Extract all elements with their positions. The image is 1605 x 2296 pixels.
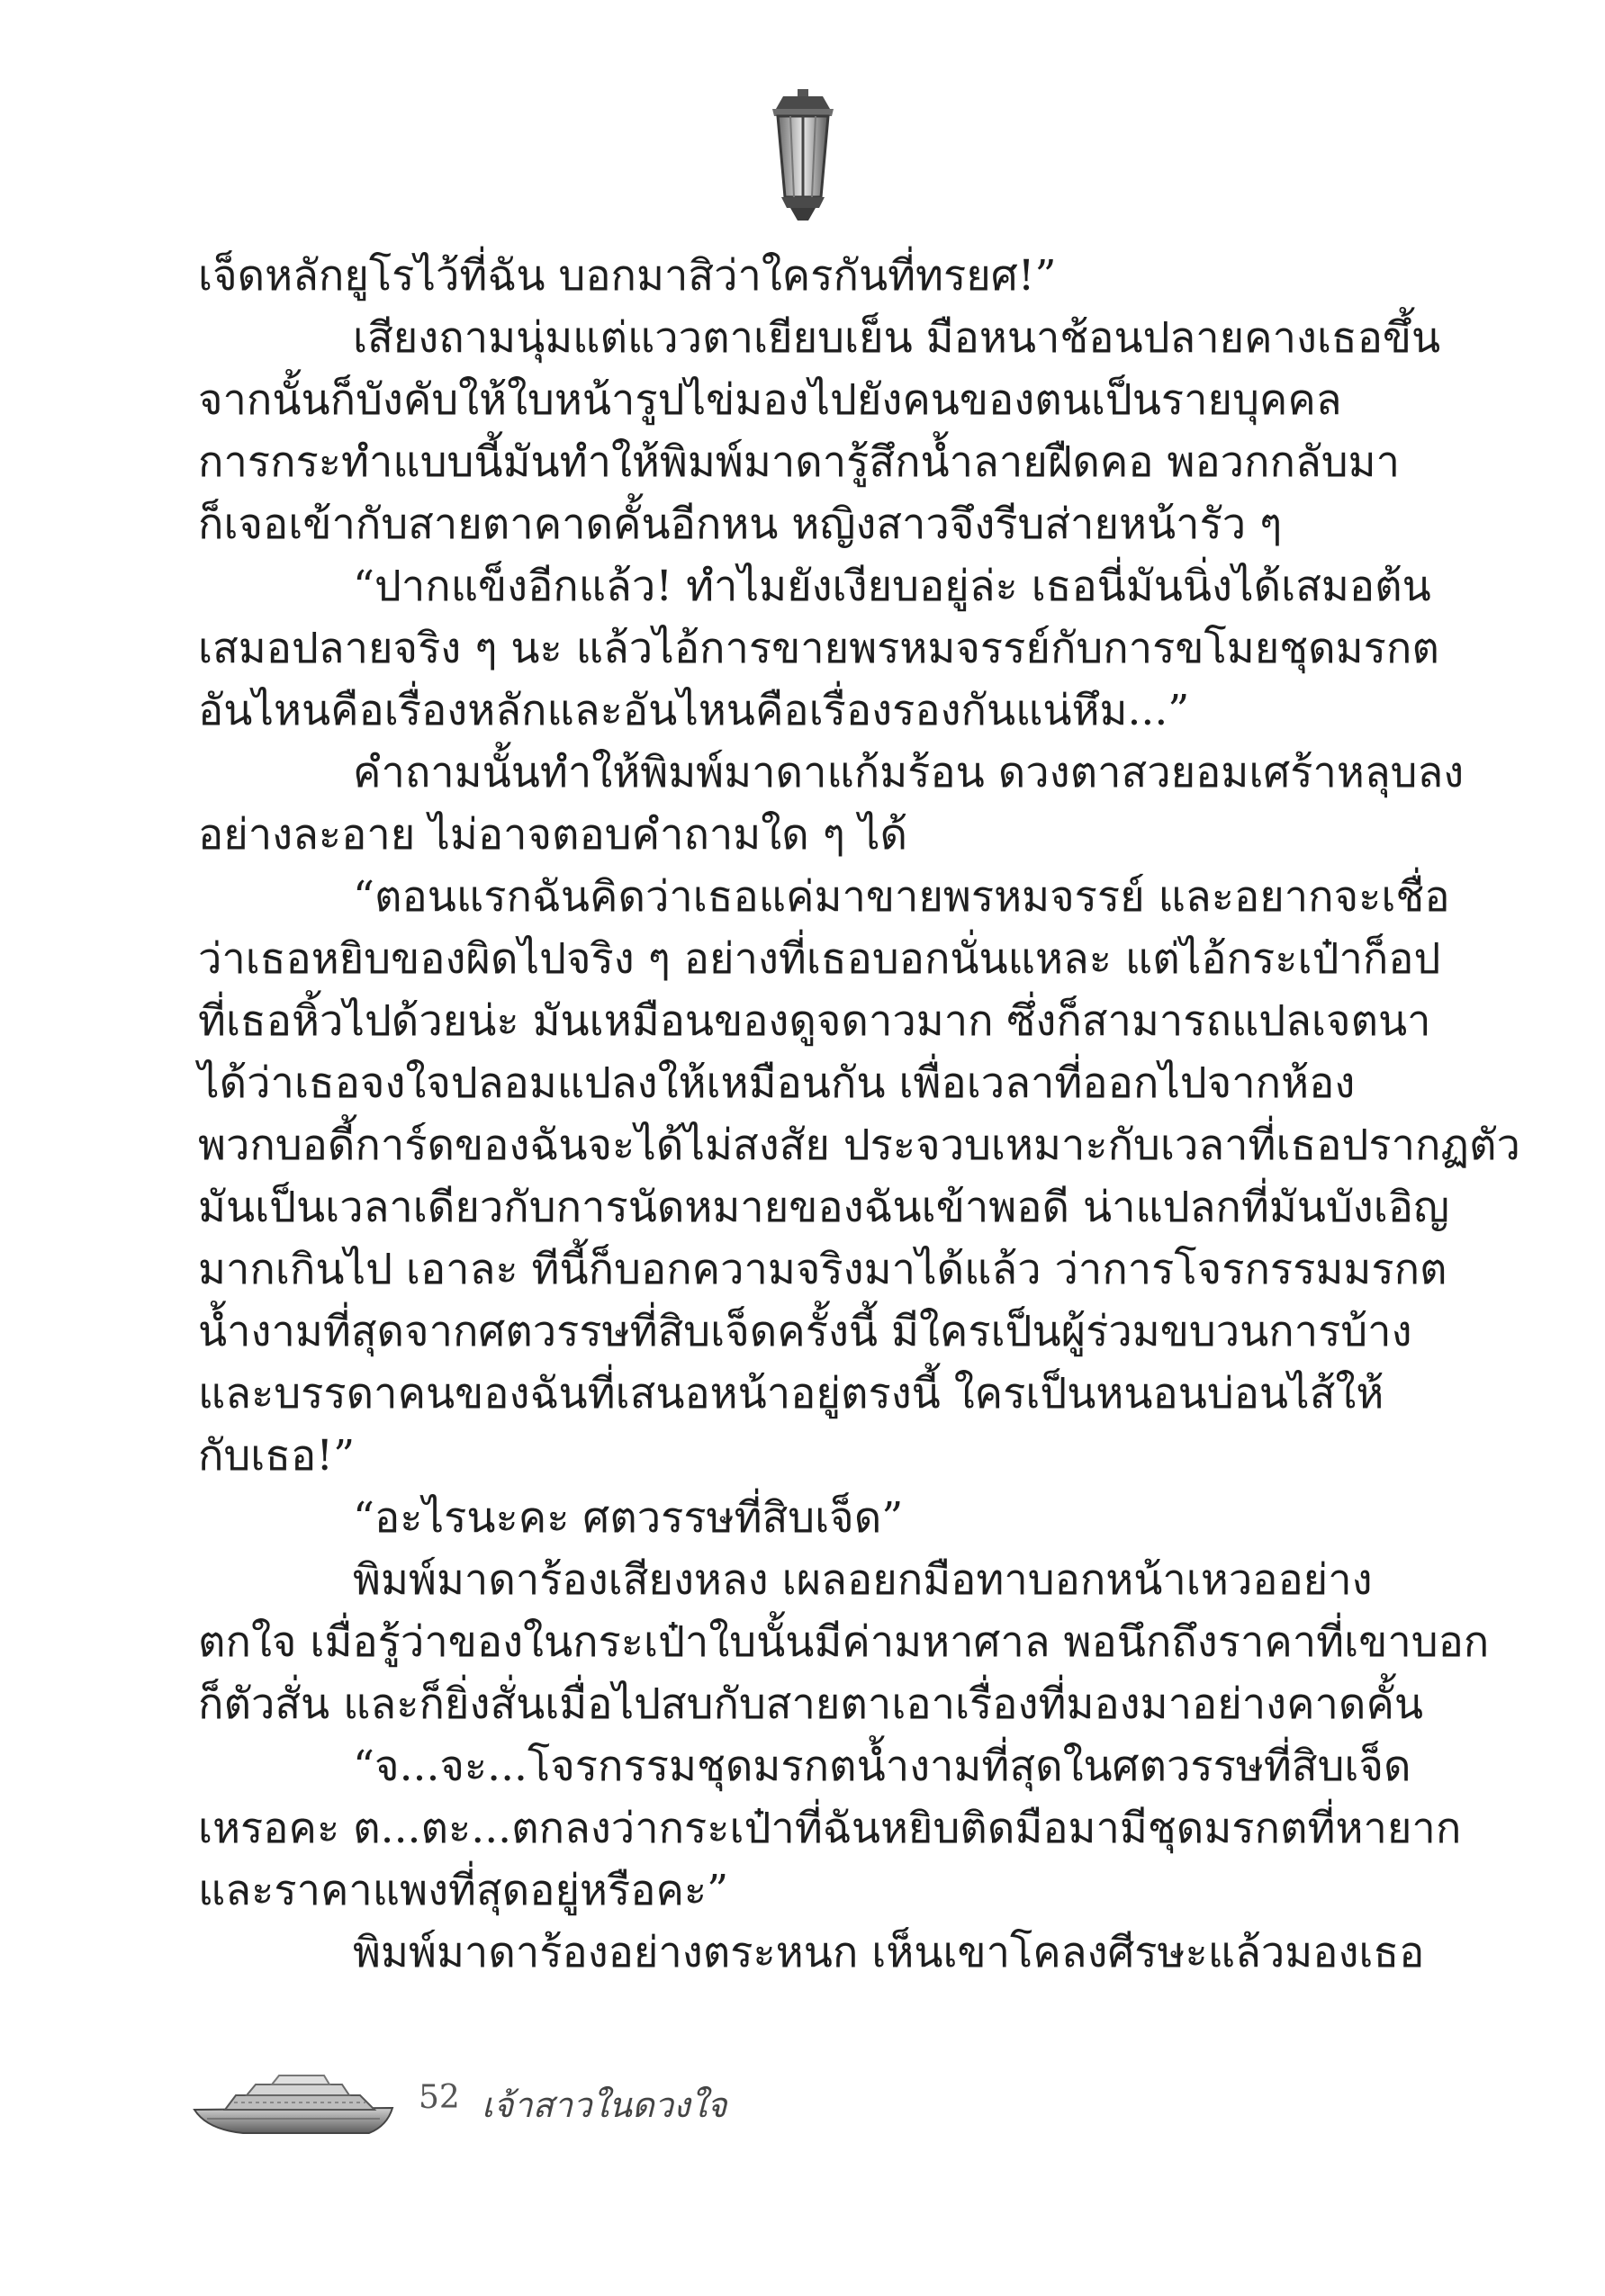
text-line: และบรรดาคนของฉันที่เสนอหน้าอยู่ตรงนี้ ใครเป็นหนอนบ่อนไส้ให้ [198, 1369, 1384, 1418]
text-line: มากเกินไป เอาละ ทีนี้ก็บอกความจริงมาได้แล้ว ว่าการโจรกรรมมรกต [198, 1245, 1447, 1294]
text-line: ก็เจอเข้ากับสายตาคาดคั้นอีกหน หญิงสาวจึงรีบส่ายหน้ารัว ๆ [198, 500, 1283, 549]
book-title: เจ้าสาวในดวงใจ [482, 2085, 727, 2125]
page-footer [189, 2061, 819, 2142]
text-line: เสียงถามนุ่มแต่แววตาเยียบเย็น มือหนาช้อนปลายคางเธอขึ้น [353, 313, 1441, 363]
text-line: จากนั้นก็บังคับให้ใบหน้ารูปไข่มองไปยังคนของตนเป็นรายบุคคล [198, 375, 1342, 425]
text-line: อันไหนคือเรื่องหลักและอันไหนคือเรื่องรองกันแน่หึม...” [198, 686, 1190, 735]
text-body [198, 245, 1520, 1984]
text-line: ได้ว่าเธอจงใจปลอมแปลงให้เหมือนกัน เพื่อเวลาที่ออกไปจากห้อง [198, 1058, 1356, 1108]
text-line: น้ำงามที่สุดจากศตวรรษที่สิบเจ็ดครั้งนี้ มีใครเป็นผู้ร่วมขบวนการบ้าง [198, 1307, 1412, 1356]
text-line: ว่าเธอหยิบของผิดไปจริง ๆ อย่างที่เธอบอกนั่นแหละ แต่ไอ้กระเป๋าก็อป [198, 934, 1441, 984]
cruise-ship-icon [189, 2061, 396, 2142]
text-line: ก็ตัวสั่น และก็ยิ่งสั่นเมื่อไปสบกับสายตาเอาเรื่องที่มองมาอย่างคาดคั้น [198, 1679, 1424, 1729]
text-line: “ปากแข็งอีกแล้ว! ทำไมยังเงียบอยู่ล่ะ เธอนี่มันนิ่งได้เสมอต้น [353, 562, 1431, 611]
text-line: “อะไรนะคะ ศตวรรษที่สิบเจ็ด” [353, 1493, 904, 1543]
text-line: เสมอปลายจริง ๆ นะ แล้วไอ้การขายพรหมจรรย์กับการขโมยชุดมรกต [198, 624, 1439, 673]
text-line: “ตอนแรกฉันคิดว่าเธอแค่มาขายพรหมจรรย์ และอยากจะเชื่อ [353, 872, 1450, 922]
text-line: อย่างละอาย ไม่อาจตอบคำถามใด ๆ ได้ [198, 810, 908, 860]
text-line: “จ...จะ...โจรกรรมชุดมรกตน้ำงามที่สุดในศตวรรษที่สิบเจ็ด [353, 1742, 1411, 1791]
text-line: กับเธอ!” [198, 1431, 356, 1481]
text-line: และราคาแพงที่สุดอยู่หรือคะ” [198, 1866, 729, 1915]
page-number: 52 [419, 2079, 460, 2116]
text-line: เหรอคะ ต...ตะ...ตกลงว่ากระเป๋าที่ฉันหยิบติดมือมามีชุดมรกตที่หายาก [198, 1804, 1462, 1853]
text-line: คำถามนั้นทำให้พิมพ์มาดาแก้มร้อน ดวงตาสวยอมเศร้าหลุบลง [353, 748, 1465, 797]
text-line: พิมพ์มาดาร้องเสียงหลง เผลอยกมือทาบอกหน้าเหวออย่าง [353, 1555, 1373, 1605]
text-line: ตกใจ เมื่อรู้ว่าของในกระเป๋าใบนั้นมีค่ามหาศาล พอนึกถึงราคาที่เขาบอก [198, 1617, 1490, 1667]
text-line: การกระทำแบบนี้มันทำให้พิมพ์มาดารู้สึกน้ำลายฝืดคอ พอวกกลับมา [198, 437, 1400, 487]
text-line: พิมพ์มาดาร้องอย่างตระหนก เห็นเขาโคลงศีรษะแล้วมองเธอ [353, 1928, 1425, 1977]
text-line: เจ็ดหลักยูโรไว้ที่ฉัน บอกมาสิว่าใครกันที่ทรยศ!” [198, 251, 1057, 301]
text-line: พวกบอดี้การ์ดของฉันจะได้ไม่สงสัย ประจวบเหมาะกับเวลาที่เธอปรากฏตัว [198, 1121, 1520, 1170]
text-line: ที่เธอหิ้วไปด้วยน่ะ มันเหมือนของดูจดาวมาก ซึ่งก็สามารถแปลเจตนา [198, 996, 1431, 1046]
text-line: มันเป็นเวลาเดียวกับการนัดหมายของฉันเข้าพอดี น่าแปลกที่มันบังเอิญ [198, 1183, 1450, 1232]
lantern-icon [731, 86, 875, 230]
